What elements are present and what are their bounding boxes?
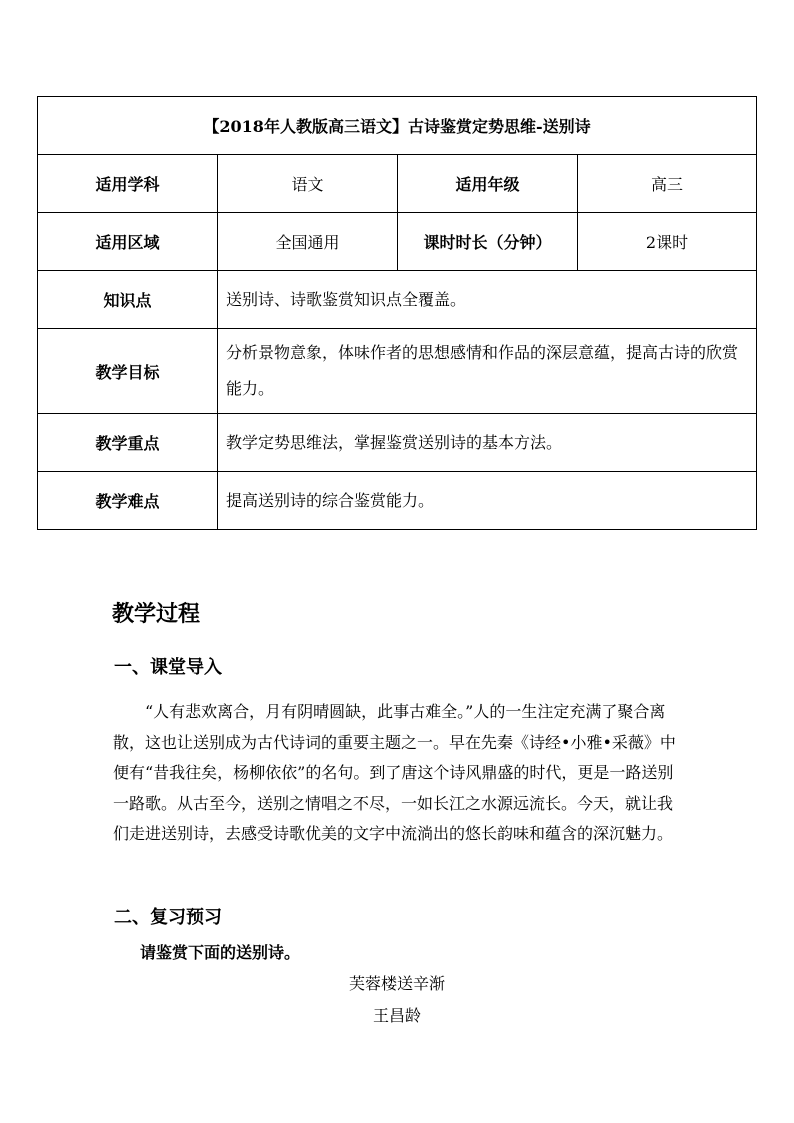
- difficulty-value: 提高送别诗的综合鉴赏能力。: [218, 472, 757, 530]
- poem-author: 王昌龄: [372, 1006, 421, 1025]
- process-title: 教学过程: [112, 601, 201, 627]
- section-heading-review: 二、复习预习: [114, 907, 222, 928]
- subject-label: 适用学科: [38, 155, 218, 213]
- poem-title: 芙蓉楼送辛渐: [348, 974, 445, 993]
- intro-paragraph: “人有悲欢离合，月有阴晴圆缺，此事古难全。”人的一生注定充满了聚合离散，这也让送别成为古代诗词的重要主题之一。早在先秦《诗经•小雅•采薇》中便有“昔我往矣，杨柳依依”的名句。到了唐这个诗风鼎盛的时代，更是一路送别一路歌。从古至今，送别之情唱之不尽，一如长江之水源远流长。今天，就让我们走进送别诗，去感受诗歌优美的文字中流淌出的悠长韵味和蕴含的深沉魅力。: [113, 702, 676, 844]
- document-title: 【2018年人教版高三语文】古诗鉴赏定势思维-送别诗: [38, 97, 757, 155]
- goal-value: 分析景物意象，体味作者的思想感情和作品的深层意蕴，提高古诗的欣赏能力。: [218, 329, 757, 414]
- duration-value: 2课时: [578, 213, 757, 271]
- instruction-text: 请鉴赏下面的送别诗。: [140, 943, 301, 962]
- grade-label: 适用年级: [398, 155, 578, 213]
- grade-value: 高三: [578, 155, 757, 213]
- duration-label: 课时时长（分钟）: [398, 213, 578, 271]
- subject-value: 语文: [218, 155, 398, 213]
- region-label: 适用区域: [38, 213, 218, 271]
- knowledge-label: 知识点: [38, 271, 218, 329]
- goal-label: 教学目标: [38, 329, 218, 414]
- region-value: 全国通用: [218, 213, 398, 271]
- focus-value: 教学定势思维法，掌握鉴赏送别诗的基本方法。: [218, 414, 757, 472]
- section-heading-intro: 一、课堂导入: [114, 657, 222, 678]
- lesson-info-table: [37, 96, 757, 530]
- knowledge-value: 送别诗、诗歌鉴赏知识点全覆盖。: [218, 271, 757, 329]
- focus-label: 教学重点: [38, 414, 218, 472]
- difficulty-label: 教学难点: [38, 472, 218, 530]
